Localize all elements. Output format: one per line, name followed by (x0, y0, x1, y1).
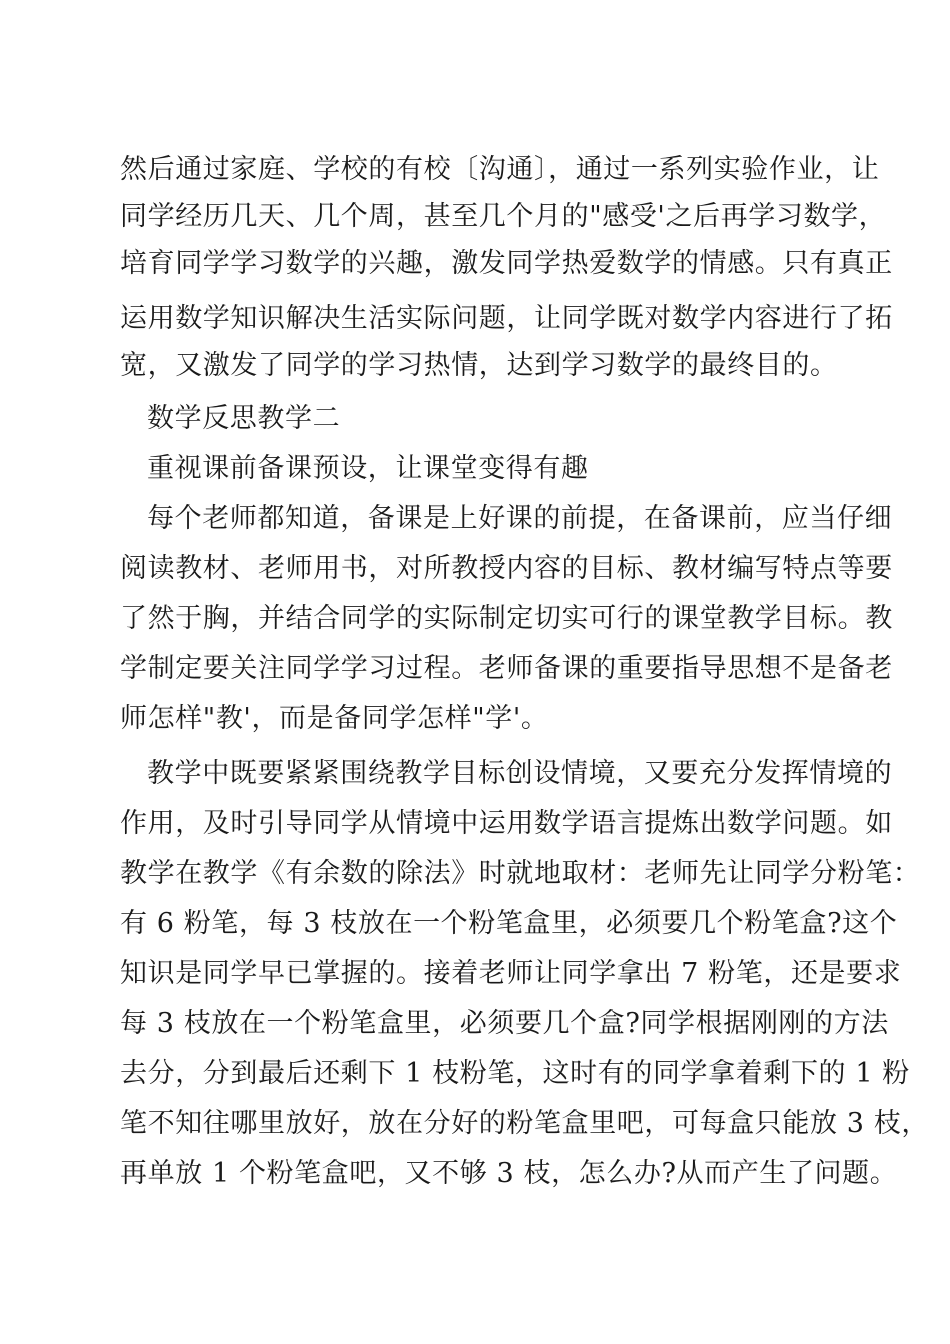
paragraph-1-line-4: 运用数学知识解决生活实际问题，让同学既对数学内容进行了拓 (120, 303, 893, 334)
paragraph-3-line-1: 教学中既要紧紧围绕教学目标创设情境，又要充分发挥情境的 (147, 758, 893, 789)
paragraph-3-line-9: 再单放 1 个粉笔盒吧，又不够 3 枝，怎么办?从而产生了问题。 (120, 1158, 898, 1189)
paragraph-3-line-4: 有 6 粉笔，每 3 枝放在一个粉笔盒里，必须要几个粉笔盒?这个 (120, 908, 898, 939)
paragraph-3-line-8: 笔不知往哪里放好，放在分好的粉笔盒里吧，可每盒只能放 3 枝， (120, 1108, 929, 1139)
paragraph-1-line-2: 同学经历几天、几个周，甚至几个月的"感受'之后再学习数学， (120, 201, 887, 232)
section-title: 数学反思教学二 (147, 403, 341, 434)
subheading: 重视课前备课预设，让课堂变得有趣 (147, 453, 589, 484)
paragraph-3-line-7: 去分，分到最后还剩下 1 枝粉笔，这时有的同学拿着剩下的 1 粉 (120, 1058, 910, 1089)
paragraph-1-line-1: 然后通过家庭、学校的有校〔沟通〕，通过一系列实验作业，让 (120, 154, 880, 185)
paragraph-1-line-3: 培育同学学习数学的兴趣，激发同学热爱数学的情感。只有真正 (120, 248, 893, 279)
paragraph-1-line-5: 宽，又激发了同学的学习热情，达到学习数学的最终目的。 (120, 350, 838, 381)
paragraph-2-line-3: 了然于胸，并结合同学的实际制定切实可行的课堂教学目标。教 (120, 603, 893, 634)
paragraph-3-line-5: 知识是同学早已掌握的。接着老师让同学拿出 7 粉笔，还是要求 (120, 958, 902, 989)
paragraph-2-line-1: 每个老师都知道，备课是上好课的前提，在备课前，应当仔细 (147, 503, 893, 534)
paragraph-2-line-2: 阅读教材、老师用书，对所教授内容的目标、教材编写特点等要 (120, 553, 893, 584)
paragraph-2-line-4: 学制定要关注同学学习过程。老师备课的重要指导思想不是备老 (120, 653, 893, 684)
paragraph-3-line-6: 每 3 枝放在一个粉笔盒里，必须要几个盒?同学根据刚刚的方法 (120, 1008, 889, 1039)
paragraph-3-line-2: 作用，及时引导同学从情境中运用数学语言提炼出数学问题。如 (120, 808, 893, 839)
paragraph-2-line-5: 师怎样"教'，而是备同学怎样"学'。 (120, 703, 549, 734)
paragraph-3-line-3: 教学在教学《有余数的除法》时就地取材：老师先让同学分粉笔： (120, 858, 921, 889)
